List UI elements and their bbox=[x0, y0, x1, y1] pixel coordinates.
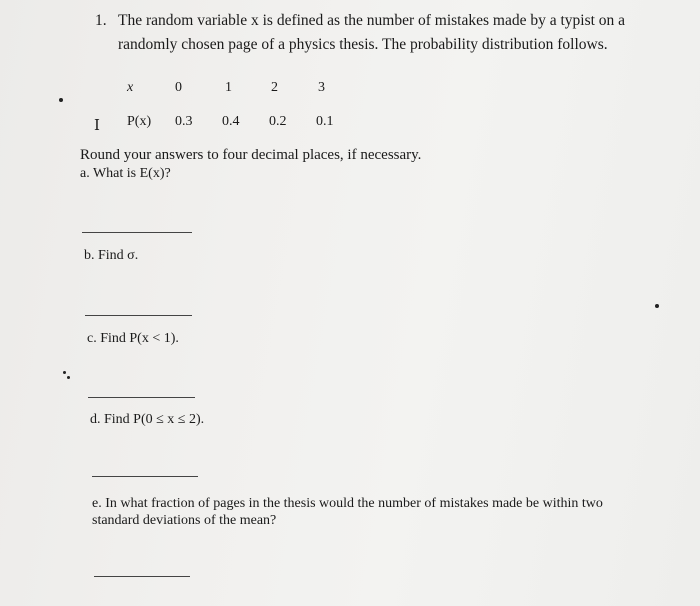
part-c-label: c. Find P(x < 1). bbox=[87, 331, 179, 346]
table-x-value: 1 bbox=[225, 80, 232, 95]
part-b-label: b. Find σ. bbox=[84, 248, 139, 263]
part-d-label: d. Find P(0 ≤ x ≤ 2). bbox=[90, 412, 205, 427]
part-e-label-line-2: standard deviations of the mean? bbox=[92, 513, 277, 528]
table-x-value: 2 bbox=[271, 80, 278, 95]
question-number: 1. bbox=[95, 12, 107, 29]
part-c-answer-input[interactable] bbox=[88, 397, 195, 398]
part-a-answer-input[interactable] bbox=[82, 232, 192, 233]
question-text-line-2: randomly chosen page of a physics thesis. The probability distribution follows. bbox=[118, 36, 608, 53]
table-row-px bbox=[0, 114, 700, 134]
table-px-header: P(x) bbox=[127, 114, 152, 129]
table-x-header: x bbox=[127, 80, 134, 95]
paper-speck bbox=[655, 304, 659, 308]
table-x-value: 0 bbox=[175, 80, 182, 95]
table-x-value: 3 bbox=[318, 80, 325, 95]
part-e-answer-input[interactable] bbox=[94, 576, 190, 577]
paper-speck bbox=[63, 371, 66, 374]
part-e-label-line-1: e. In what fraction of pages in the thesis would the number of mistakes made be within two bbox=[92, 496, 603, 511]
instruction-text: Round your answers to four decimal places, if necessary. bbox=[80, 147, 422, 163]
question-text-line-1: The random variable x is defined as the number of mistakes made by a typist on a bbox=[118, 12, 626, 29]
table-p-value: 0.1 bbox=[316, 114, 334, 129]
table-p-value: 0.4 bbox=[222, 114, 240, 129]
table-row-x bbox=[0, 80, 700, 100]
part-b-answer-input[interactable] bbox=[85, 315, 192, 316]
text-cursor-icon: I bbox=[94, 116, 100, 134]
table-p-value: 0.3 bbox=[175, 114, 193, 129]
part-d-answer-input[interactable] bbox=[92, 476, 198, 477]
part-a-label: a. What is E(x)? bbox=[80, 166, 171, 181]
paper-speck bbox=[67, 376, 70, 379]
paper-speck bbox=[59, 98, 63, 102]
table-p-value: 0.2 bbox=[269, 114, 287, 129]
